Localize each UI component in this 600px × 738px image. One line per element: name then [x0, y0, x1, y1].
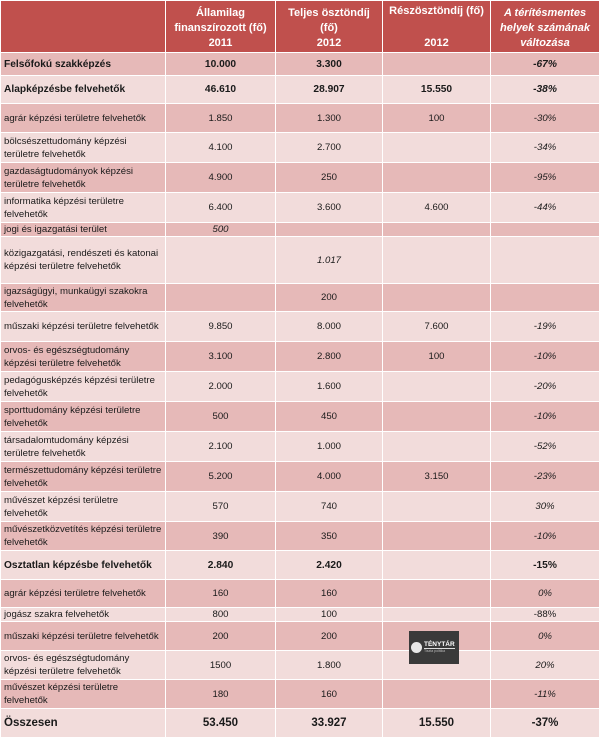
cell-full-scholarship-2012: 4.000	[276, 462, 382, 491]
cell-partial-scholarship-2012	[383, 580, 490, 607]
cell-partial-scholarship-2012	[383, 680, 490, 708]
cell-full-scholarship-2012: 160	[276, 680, 382, 708]
cell-full-scholarship-2012: 2.800	[276, 342, 382, 371]
cell-change: 30%	[491, 492, 599, 521]
row-label: művészetközvetítés képzési területre felvehetők	[1, 522, 165, 550]
cell-state-funded-2011: 46.610	[166, 76, 275, 103]
cell-state-funded-2011: 6.400	[166, 193, 275, 222]
table-row	[1, 651, 599, 679]
cell-state-funded-2011: 3.100	[166, 342, 275, 371]
cell-partial-scholarship-2012	[383, 284, 490, 311]
row-label: bölcsészettudomány képzési területre felvehetők	[1, 133, 165, 162]
table-row	[1, 580, 599, 607]
cell-state-funded-2011: 5.200	[166, 462, 275, 491]
row-label: közigazgatási, rendészeti és katonai képzési területre felvehetők	[1, 237, 165, 283]
cell-change: -95%	[491, 163, 599, 192]
cell-state-funded-2011: 570	[166, 492, 275, 521]
cell-partial-scholarship-2012: 15.550	[383, 709, 490, 737]
cell-change: -34%	[491, 133, 599, 162]
cell-partial-scholarship-2012	[383, 133, 490, 162]
header-line: (fő)	[320, 22, 338, 34]
table-row	[1, 709, 599, 737]
table-row	[1, 76, 599, 103]
cell-state-funded-2011: 2.840	[166, 551, 275, 579]
cell-state-funded-2011: 200	[166, 622, 275, 650]
cell-full-scholarship-2012: 3.600	[276, 193, 382, 222]
cell-full-scholarship-2012: 740	[276, 492, 382, 521]
cell-change: -10%	[491, 402, 599, 431]
table-row	[1, 312, 599, 341]
header-line: Teljes ösztöndíj	[288, 7, 370, 19]
table-row	[1, 53, 599, 75]
cell-full-scholarship-2012: 450	[276, 402, 382, 431]
cell-change: -38%	[491, 76, 599, 103]
row-label: informatika képzési területre felvehetők	[1, 193, 165, 222]
table-row	[1, 608, 599, 621]
table-row	[1, 193, 599, 222]
row-label: pedagógusképzés képzési területre felvehetők	[1, 372, 165, 401]
table-row	[1, 522, 599, 550]
row-label: Alapképzésbe felvehetők	[1, 76, 165, 103]
cell-partial-scholarship-2012	[383, 163, 490, 192]
header-category	[1, 1, 165, 52]
cell-change: 0%	[491, 580, 599, 607]
cell-state-funded-2011: 160	[166, 580, 275, 607]
table-row	[1, 104, 599, 132]
cell-partial-scholarship-2012: 4.600	[383, 193, 490, 222]
table-row	[1, 237, 599, 283]
table-row	[1, 163, 599, 192]
cell-partial-scholarship-2012	[383, 237, 490, 283]
cell-full-scholarship-2012: 3.300	[276, 53, 382, 75]
table-row	[1, 462, 599, 491]
header-line: Államilag	[196, 7, 245, 19]
cell-full-scholarship-2012: 1.800	[276, 651, 382, 679]
cell-partial-scholarship-2012: 15.550	[383, 76, 490, 103]
row-label: Összesen	[1, 709, 165, 737]
cell-partial-scholarship-2012: 3.150	[383, 462, 490, 491]
cell-state-funded-2011	[166, 284, 275, 311]
table-row	[1, 402, 599, 431]
cell-change: -88%	[491, 608, 599, 621]
cell-state-funded-2011: 2.000	[166, 372, 275, 401]
cell-change: -67%	[491, 53, 599, 75]
table-row	[1, 680, 599, 708]
table-row	[1, 551, 599, 579]
cell-state-funded-2011: 180	[166, 680, 275, 708]
cell-partial-scholarship-2012	[383, 53, 490, 75]
header-line: helyek számának	[500, 22, 590, 34]
row-label: művészet képzési területre felvehetők	[1, 680, 165, 708]
table-row	[1, 372, 599, 401]
row-label: műszaki képzési területre felvehetők	[1, 622, 165, 650]
cell-change: -23%	[491, 462, 599, 491]
tenytar-watermark	[409, 631, 459, 664]
cell-change: -19%	[491, 312, 599, 341]
row-label: művészet képzési területre felvehetők	[1, 492, 165, 521]
cell-full-scholarship-2012: 2.700	[276, 133, 382, 162]
watermark-title: TÉNYTÁR	[424, 641, 455, 648]
cell-full-scholarship-2012: 33.927	[276, 709, 382, 737]
table-row	[1, 284, 599, 311]
row-label: természettudomány képzési területre felvehetők	[1, 462, 165, 491]
cell-change: -10%	[491, 522, 599, 550]
cell-change: 0%	[491, 622, 599, 650]
cell-change: 20%	[491, 651, 599, 679]
cell-state-funded-2011: 4.900	[166, 163, 275, 192]
cell-partial-scholarship-2012: 7.600	[383, 312, 490, 341]
cell-change: -11%	[491, 680, 599, 708]
row-label: Felsőfokú szakképzés	[1, 53, 165, 75]
cell-state-funded-2011: 9.850	[166, 312, 275, 341]
header-partial-scholarship-2012	[383, 1, 490, 52]
row-label: jogász szakra felvehetők	[1, 608, 165, 621]
cell-partial-scholarship-2012	[383, 223, 490, 236]
cell-partial-scholarship-2012	[383, 432, 490, 461]
row-label: Osztatlan képzésbe felvehetők	[1, 551, 165, 579]
cell-change	[491, 237, 599, 283]
table-row	[1, 223, 599, 236]
header-line: 2012	[424, 37, 449, 49]
cell-full-scholarship-2012: 2.420	[276, 551, 382, 579]
cell-state-funded-2011: 4.100	[166, 133, 275, 162]
row-label: társadalomtudomány képzési területre felvehetők	[1, 432, 165, 461]
header-state-funded-2011	[166, 1, 275, 52]
cell-change	[491, 284, 599, 311]
cell-change: -44%	[491, 193, 599, 222]
header-line: változása	[520, 37, 570, 49]
row-label: gazdaságtudományok képzési területre felvehetők	[1, 163, 165, 192]
row-label: orvos- és egészségtudomány képzési területre felvehetők	[1, 342, 165, 371]
cell-state-funded-2011	[166, 237, 275, 283]
cell-partial-scholarship-2012	[383, 492, 490, 521]
cell-change: -30%	[491, 104, 599, 132]
row-label: jogi és igazgatási terület	[1, 223, 165, 236]
cell-partial-scholarship-2012	[383, 551, 490, 579]
cell-full-scholarship-2012: 8.000	[276, 312, 382, 341]
table-header-row	[1, 1, 599, 52]
cell-full-scholarship-2012: 250	[276, 163, 382, 192]
header-line: 2012	[316, 37, 342, 49]
row-label: agrár képzési területre felvehetők	[1, 104, 165, 132]
table-row	[1, 432, 599, 461]
header-line: Részösztöndíj (fő)	[389, 5, 484, 17]
cell-full-scholarship-2012: 28.907	[276, 76, 382, 103]
cell-change: -10%	[491, 342, 599, 371]
cell-state-funded-2011: 2.100	[166, 432, 275, 461]
cell-full-scholarship-2012: 1.000	[276, 432, 382, 461]
cell-full-scholarship-2012: 1.300	[276, 104, 382, 132]
cell-state-funded-2011: 390	[166, 522, 275, 550]
header-free-places-change	[491, 1, 599, 52]
row-label: orvos- és egészségtudomány képzési területre felvehetők	[1, 651, 165, 679]
table-row	[1, 622, 599, 650]
cell-partial-scholarship-2012	[383, 608, 490, 621]
watermark-subtitle: Tiszta politika	[424, 649, 446, 653]
header-full-scholarship-2012	[276, 1, 382, 52]
cell-change: -15%	[491, 551, 599, 579]
cell-full-scholarship-2012: 1.017	[276, 237, 382, 283]
cell-partial-scholarship-2012: 100	[383, 342, 490, 371]
cell-full-scholarship-2012: 200	[276, 284, 382, 311]
cell-state-funded-2011: 1.850	[166, 104, 275, 132]
cell-change: -37%	[491, 709, 599, 737]
cell-change: -20%	[491, 372, 599, 401]
row-label: agrár képzési területre felvehetők	[1, 580, 165, 607]
cell-state-funded-2011: 500	[166, 402, 275, 431]
cell-full-scholarship-2012: 350	[276, 522, 382, 550]
cell-state-funded-2011: 10.000	[166, 53, 275, 75]
table-row	[1, 342, 599, 371]
table-row	[1, 133, 599, 162]
cell-partial-scholarship-2012	[383, 372, 490, 401]
header-line	[386, 19, 487, 34]
cell-state-funded-2011: 1500	[166, 651, 275, 679]
cell-partial-scholarship-2012	[383, 522, 490, 550]
row-label: műszaki képzési területre felvehetők	[1, 312, 165, 341]
cell-full-scholarship-2012: 100	[276, 608, 382, 621]
cell-partial-scholarship-2012	[383, 402, 490, 431]
header-line: A térítésmentes	[503, 7, 587, 19]
cell-state-funded-2011: 53.450	[166, 709, 275, 737]
cell-state-funded-2011: 500	[166, 223, 275, 236]
cell-state-funded-2011: 800	[166, 608, 275, 621]
cell-full-scholarship-2012	[276, 223, 382, 236]
header-line: finanszírozott (fő)	[174, 22, 267, 34]
header-line: 2011	[208, 37, 233, 49]
cell-full-scholarship-2012: 160	[276, 580, 382, 607]
cell-partial-scholarship-2012: 100	[383, 104, 490, 132]
row-label: igazságügyi, munkaügyi szakokra felvehetők	[1, 284, 165, 311]
cell-change: -52%	[491, 432, 599, 461]
row-label: sporttudomány képzési területre felvehetők	[1, 402, 165, 431]
table-row	[1, 492, 599, 521]
cell-full-scholarship-2012: 1.600	[276, 372, 382, 401]
cell-full-scholarship-2012: 200	[276, 622, 382, 650]
head-silhouette-icon	[411, 642, 422, 653]
cell-change	[491, 223, 599, 236]
